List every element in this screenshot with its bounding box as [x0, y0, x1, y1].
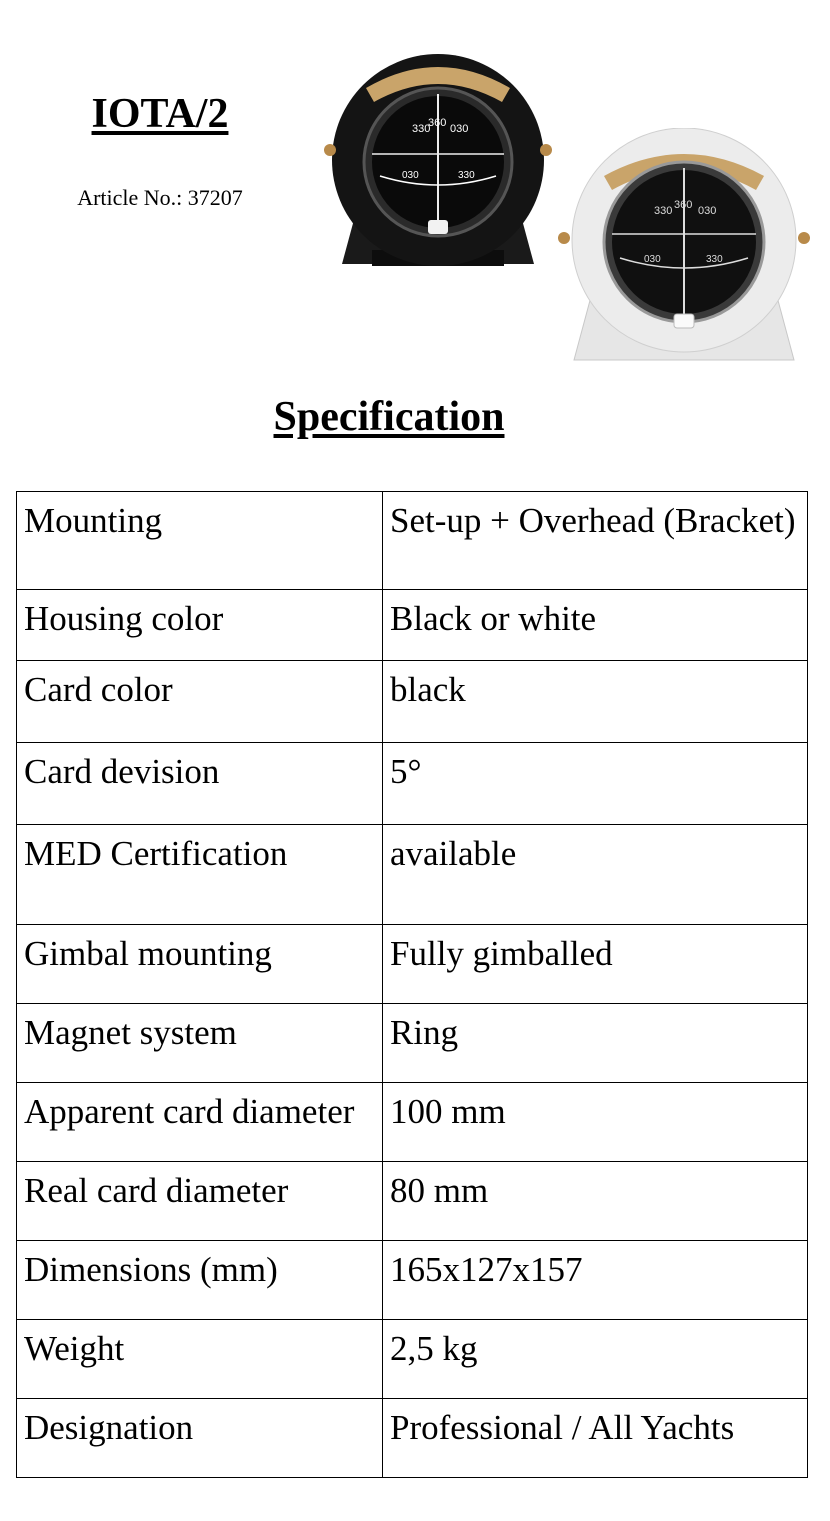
spec-value: black: [383, 661, 808, 743]
svg-text:030: 030: [644, 254, 661, 265]
spec-label: Designation: [17, 1399, 383, 1478]
spec-row-med-certification: [17, 825, 808, 925]
spec-row-apparent-card-diameter: [17, 1083, 808, 1162]
spec-row-housing-color: [17, 590, 808, 661]
white-compass-image: [556, 128, 812, 366]
spec-row-gimbal-mounting: [17, 925, 808, 1004]
specification-heading: Specification: [273, 394, 505, 440]
spec-row-magnet-system: [17, 1004, 808, 1083]
spec-value: Black or white: [383, 590, 808, 661]
spec-row-dimensions: [17, 1241, 808, 1320]
specification-table: [16, 491, 808, 1478]
spec-value: 165x127x157: [383, 1241, 808, 1320]
spec-value: Ring: [383, 1004, 808, 1083]
spec-value: Set-up + Overhead (Bracket): [383, 492, 808, 590]
spec-value: 100 mm: [383, 1083, 808, 1162]
spec-row-designation: [17, 1399, 808, 1478]
spec-value: available: [383, 825, 808, 925]
black-compass-image: [322, 50, 554, 272]
spec-label: Dimensions (mm): [17, 1241, 383, 1320]
spec-value: Fully gimballed: [383, 925, 808, 1004]
svg-text:330: 330: [654, 205, 673, 217]
spec-row-weight: [17, 1320, 808, 1399]
spec-label: Weight: [17, 1320, 383, 1399]
spec-value: 5°: [383, 743, 808, 825]
spec-row-mounting: [17, 492, 808, 590]
svg-text:330: 330: [706, 254, 723, 265]
svg-text:360: 360: [428, 117, 447, 129]
spec-label: Housing color: [17, 590, 383, 661]
spec-label: Mounting: [17, 492, 383, 590]
svg-text:330: 330: [458, 170, 475, 181]
spec-value: 80 mm: [383, 1162, 808, 1241]
spec-row-card-color: [17, 661, 808, 743]
spec-label: Magnet system: [17, 1004, 383, 1083]
product-title: IOTA/2: [91, 91, 229, 137]
svg-text:030: 030: [450, 123, 469, 135]
svg-text:030: 030: [402, 170, 419, 181]
spec-label: MED Certification: [17, 825, 383, 925]
svg-text:330: 330: [412, 123, 431, 135]
spec-value: 2,5 kg: [383, 1320, 808, 1399]
spec-row-card-devision: [17, 743, 808, 825]
spec-label: Apparent card diameter: [17, 1083, 383, 1162]
svg-text:360: 360: [674, 199, 693, 211]
spec-label: Card devision: [17, 743, 383, 825]
spec-label: Card color: [17, 661, 383, 743]
spec-label: Real card diameter: [17, 1162, 383, 1241]
spec-value: Professional / All Yachts: [383, 1399, 808, 1478]
svg-text:030: 030: [698, 205, 717, 217]
spec-row-real-card-diameter: [17, 1162, 808, 1241]
article-number: Article No.: 37207: [77, 185, 243, 210]
spec-label: Gimbal mounting: [17, 925, 383, 1004]
